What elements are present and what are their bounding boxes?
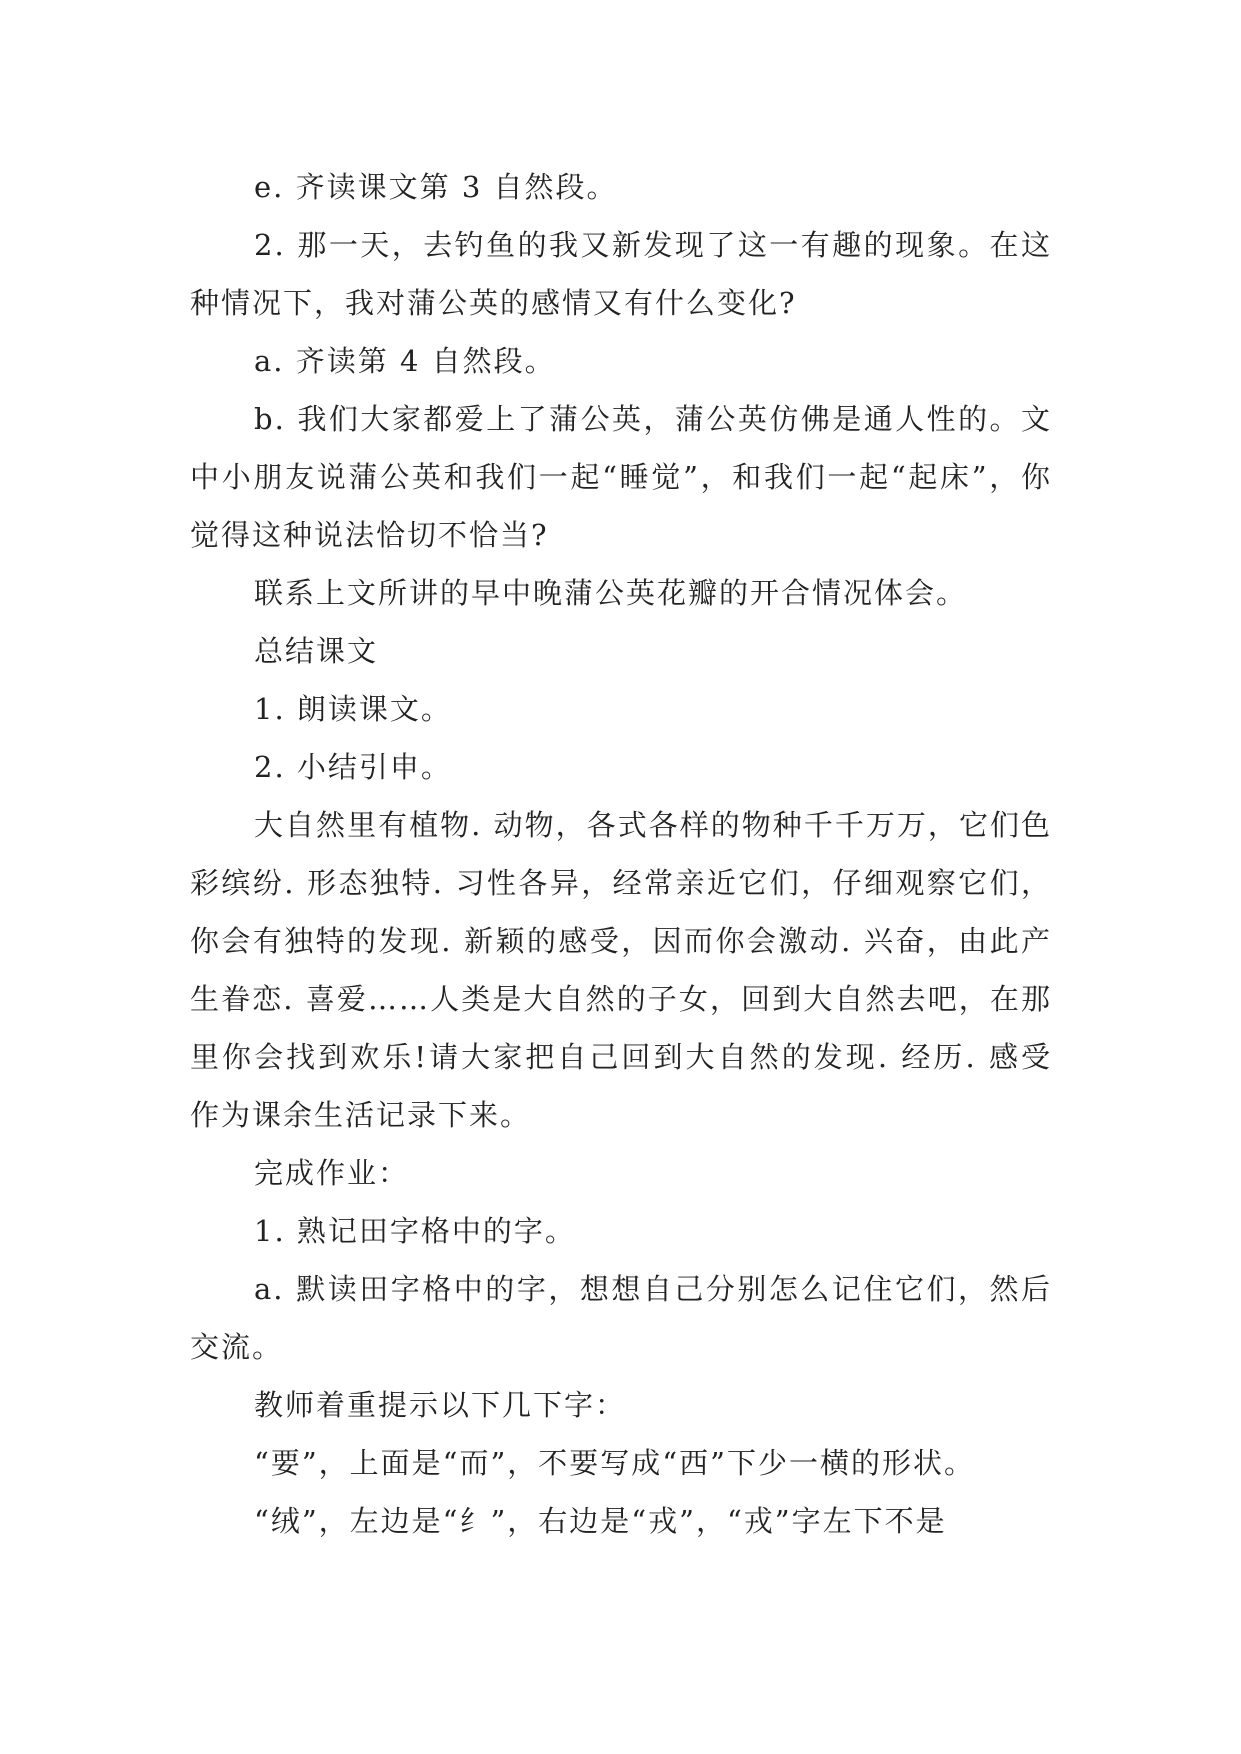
paragraph-2: 2. 那一天，去钓鱼的我又新发现了这一有趣的现象。在这种情况下，我对蒲公英的感情又有什么变化? xyxy=(190,228,1052,320)
paragraph-13: 教师着重提示以下几下字： xyxy=(254,1388,627,1422)
paragraph-8: 2. 小结引申。 xyxy=(254,750,452,784)
paragraph-12: a. 默读田字格中的字，想想自己分别怎么记住它们，然后交流。 xyxy=(190,1272,1052,1364)
paragraph-3: a. 齐读第 4 自然段。 xyxy=(254,344,556,378)
document-body xyxy=(190,158,1052,1550)
paragraph-7: 1. 朗读课文。 xyxy=(254,692,452,726)
paragraph-1: e. 齐读课文第 3 自然段。 xyxy=(254,170,618,204)
paragraph-14: “要”，上面是“而”，不要写成“西”下少一横的形状。 xyxy=(254,1446,975,1480)
section-heading-summary: 总结课文 xyxy=(254,634,379,668)
paragraph-5: 联系上文所讲的早中晚蒲公英花瓣的开合情况体会。 xyxy=(254,576,968,610)
section-heading-homework: 完成作业： xyxy=(254,1156,410,1190)
paragraph-11: 1. 熟记田字格中的字。 xyxy=(254,1214,576,1248)
paragraph-9: 大自然里有植物. 动物，各式各样的物种千千万万，它们色彩缤纷. 形态独特. 习性各异，经常亲近它们，仔细观察它们，你会有独特的发现. 新颖的感受，因而你会激动. 兴奋，由此产生眷恋. 喜爱……人类是大自然的子女，回到大自然去吧，在那里你会找到欢乐!请大家把自己回到大自然的发现. 经历. 感受作为课余生活记录下来。 xyxy=(190,808,1052,1132)
paragraph-4: b. 我们大家都爱上了蒲公英，蒲公英仿佛是通人性的。文中小朋友说蒲公英和我们一起“睡觉”，和我们一起“起床”，你觉得这种说法恰切不恰当? xyxy=(190,402,1052,552)
paragraph-15: “绒”，左边是“纟”，右边是“戎”，“戎”字左下不是 xyxy=(254,1504,947,1538)
